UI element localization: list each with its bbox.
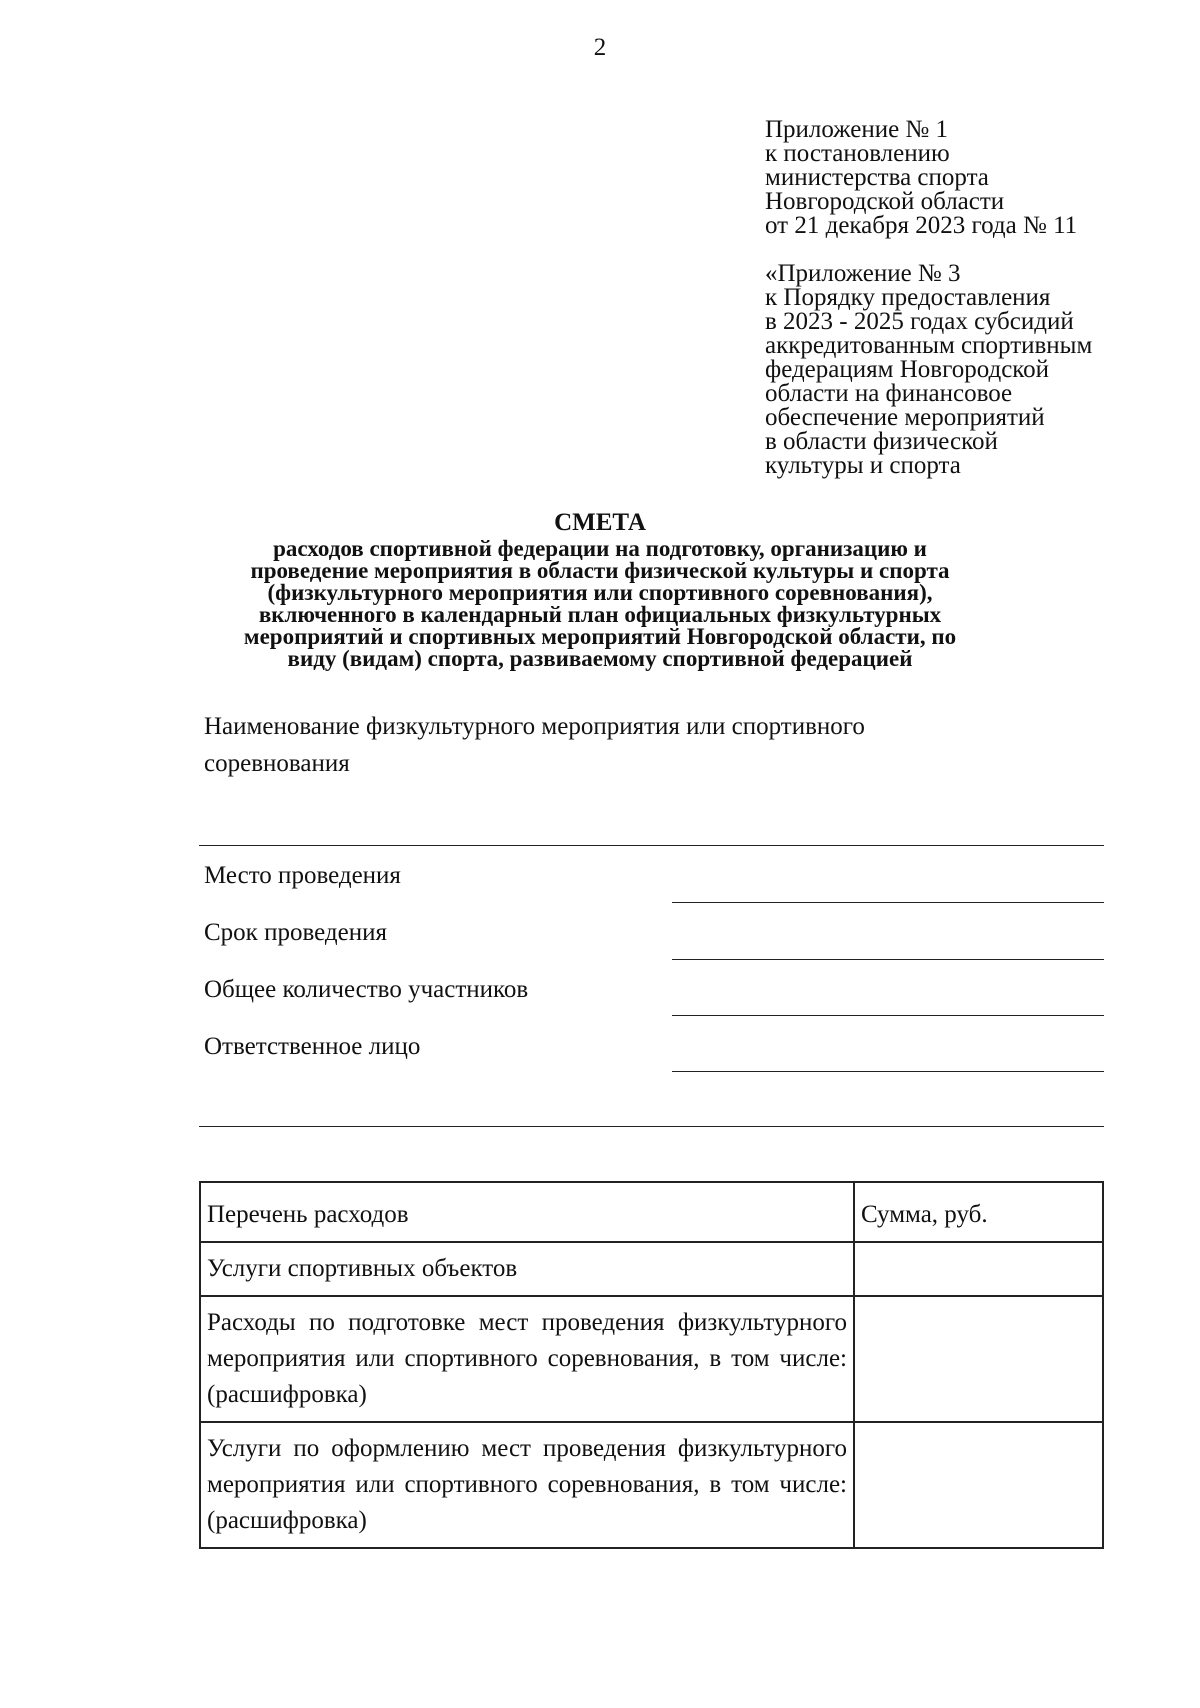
table-header-row [200,1182,1103,1242]
header-expense-list: Перечень расходов [200,1182,854,1242]
responsible-line[interactable] [672,1071,1104,1072]
approval-line: к постановлению [765,140,950,167]
approval-line: в 2023 - 2025 годах субсидий [765,308,1074,335]
approval-line: министерства спорта [765,164,989,191]
subtitle-line: (физкультурного мероприятия или спортивного соревнования), [267,580,933,605]
amount-cell[interactable] [854,1242,1103,1296]
document-title: СМЕТА [554,509,646,536]
responsible-label: Ответственное лицо [204,1033,421,1060]
approval-line: Приложение № 1 [765,116,949,143]
approval-line: в области физической [765,428,998,455]
amount-cell[interactable] [854,1422,1103,1548]
table-row [200,1296,1103,1422]
amount-cell[interactable] [854,1296,1103,1422]
venue-label: Место проведения [204,862,401,889]
participants-line[interactable] [672,1015,1104,1016]
subtitle-line: расходов спортивной федерации на подготовку, организацию и [273,536,927,561]
approval-line: аккредитованным спортивным [765,332,1093,359]
approval-line: к Порядку предоставления [765,284,1051,311]
approval-block-procedure [765,262,1092,478]
subtitle-line: мероприятий и спортивных мероприятий Новгородской области, по [243,624,957,649]
event-name-label: Наименование физкультурного мероприятия или спортивного соревнования [204,713,865,777]
subtitle-line: включенного в календарный план официальных физкультурных [258,602,942,627]
document-subtitle [150,538,1050,670]
table-row [200,1242,1103,1296]
approval-line: области на финансовое [765,380,1013,407]
separator-line [199,1126,1104,1127]
venue-line[interactable] [672,902,1104,903]
approval-line: культуры и спорта [765,452,961,479]
participants-label: Общее количество участников [204,976,529,1003]
page-number: 2 [593,34,607,61]
approval-line: Новгородской области [765,188,1005,215]
dates-label: Срок проведения [204,919,387,946]
dates-line[interactable] [672,959,1104,960]
cost-table [199,1181,1104,1549]
approval-line: обеспечение мероприятий [765,404,1045,431]
event-name-line[interactable] [199,845,1104,846]
approval-block-resolution [765,118,1077,238]
expense-item: Услуги спортивных объектов [200,1242,854,1296]
approval-line: федерациям Новгородской [765,356,1050,383]
approval-line: «Приложение № 3 [765,260,961,287]
table-row [200,1422,1103,1548]
expense-item: Расходы по подготовке мест проведения физкультурного мероприятия или спортивного соревнования, в том числе: (расшифровка) [200,1296,854,1422]
approval-line: от 21 декабря 2023 года № 11 [765,212,1078,239]
header-amount: Сумма, руб. [854,1182,1103,1242]
expense-item: Услуги по оформлению мест проведения физкультурного мероприятия или спортивного соревнования, в том числе: (расшифровка) [200,1422,854,1548]
subtitle-line: виду (видам) спорта, развиваемому спортивной федерацией [287,646,913,671]
subtitle-line: проведение мероприятия в области физической культуры и спорта [250,558,950,583]
